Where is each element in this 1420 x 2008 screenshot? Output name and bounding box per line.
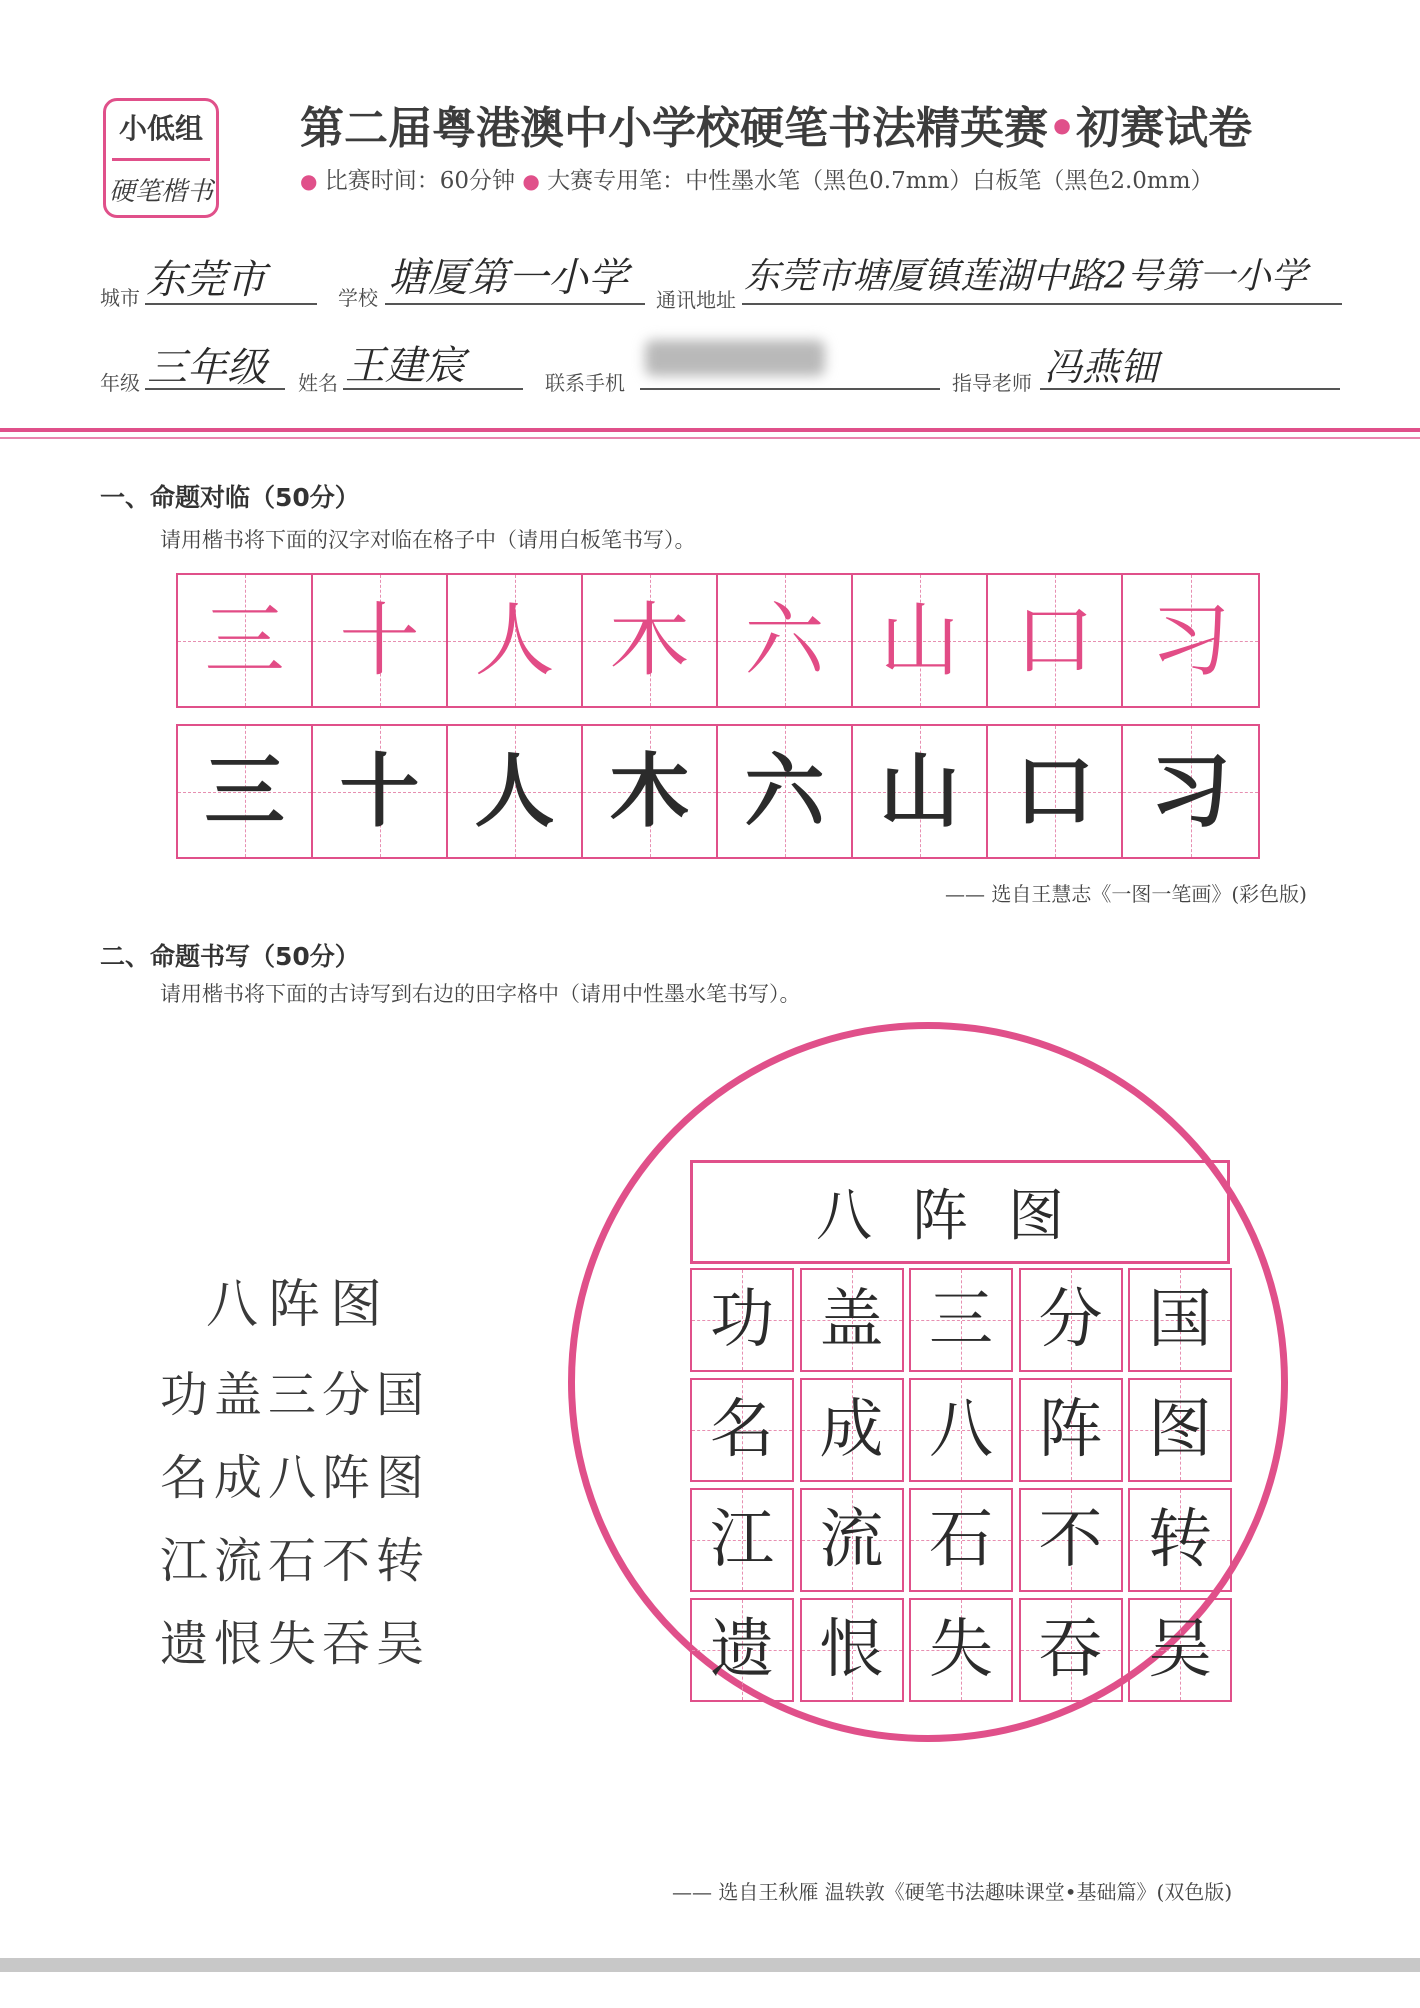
teacher-value[interactable]: 冯燕钿 (1044, 345, 1159, 389)
model-char: 木 (609, 593, 690, 687)
poem-line: 名成八阵图 (160, 1450, 431, 1506)
model-cell (448, 575, 583, 706)
answer-char: 三 (929, 1283, 993, 1357)
name-label: 姓名 (298, 371, 338, 395)
bullet-icon: ● (522, 169, 540, 193)
answer-char: 八 (929, 1393, 993, 1467)
answer-cell[interactable] (1019, 1488, 1123, 1592)
answer-char: 国 (1148, 1283, 1212, 1357)
address-underline (742, 303, 1342, 305)
title-main: 第二届粤港澳中小学校硬笔书法精英赛 (300, 103, 1048, 154)
name-underline (343, 388, 523, 390)
written-title[interactable]: 八阵图 (816, 1184, 1104, 1249)
answer-cell[interactable] (1128, 1598, 1232, 1702)
title-dot: • (1048, 103, 1077, 154)
written-char: 人 (474, 744, 555, 838)
exam-info (300, 162, 1214, 195)
written-cell[interactable] (988, 726, 1123, 857)
poem-text (160, 1356, 430, 1688)
answer-char: 分 (1038, 1283, 1103, 1357)
answer-cell[interactable] (690, 1598, 794, 1702)
written-char: 六 (744, 744, 825, 838)
written-char: 三 (204, 744, 285, 838)
model-char: 十 (339, 593, 420, 687)
answer-cell[interactable] (1128, 1488, 1232, 1592)
school-underline (385, 303, 645, 305)
answer-cell[interactable] (1019, 1378, 1123, 1482)
written-cell[interactable] (583, 726, 718, 857)
model-char-row (176, 573, 1260, 708)
section1-instruction: 请用楷书将下面的汉字对临在格子中（请用白板笔书写）。 (160, 528, 696, 552)
section1-heading: 一、命题对临（50分） (100, 483, 360, 512)
answer-cell[interactable] (1128, 1378, 1232, 1482)
model-char: 三 (204, 593, 285, 687)
city-label: 城市 (100, 286, 140, 310)
answer-char: 成 (819, 1393, 884, 1467)
written-cell[interactable] (448, 726, 583, 857)
answer-cell[interactable] (1019, 1598, 1123, 1702)
time-info: 比赛时间：60分钟 (324, 168, 516, 194)
answer-cell[interactable] (1019, 1268, 1123, 1372)
answer-cell[interactable] (909, 1268, 1013, 1372)
answer-cell[interactable] (690, 1378, 794, 1482)
written-cell[interactable] (718, 726, 853, 857)
group-badge (103, 98, 219, 218)
badge-category: 硬笔楷书 (108, 177, 213, 207)
model-cell (313, 575, 448, 706)
answer-char: 吞 (1038, 1613, 1103, 1687)
answer-cell[interactable] (800, 1598, 904, 1702)
written-cell[interactable] (313, 726, 448, 857)
answer-grid (690, 1268, 1232, 1708)
answer-cell[interactable] (1128, 1268, 1232, 1372)
address-value[interactable]: 东莞市塘厦镇莲湖中路2号第一小学 (744, 256, 1307, 297)
answer-char: 转 (1148, 1503, 1212, 1577)
model-cell (988, 575, 1123, 706)
written-cell[interactable] (178, 726, 313, 857)
answer-char: 功 (710, 1283, 774, 1357)
grade-underline (145, 388, 285, 390)
model-char: 习 (1150, 593, 1231, 687)
answer-char: 不 (1038, 1503, 1103, 1577)
badge-group: 小低组 (118, 112, 203, 145)
answer-char: 盖 (819, 1283, 884, 1357)
school-label: 学校 (338, 286, 378, 310)
answer-cell[interactable] (909, 1598, 1013, 1702)
written-title-box (690, 1160, 1230, 1264)
answer-char: 失 (929, 1613, 993, 1687)
written-char: 木 (609, 744, 690, 838)
answer-cell[interactable] (800, 1378, 904, 1482)
model-cell (853, 575, 988, 706)
model-char: 六 (744, 593, 825, 687)
written-char: 十 (339, 744, 420, 838)
section2-instruction: 请用楷书将下面的古诗写到右边的田字格中（请用中性墨水笔书写）。 (160, 982, 801, 1006)
answer-char: 流 (819, 1503, 884, 1577)
model-char: 人 (474, 593, 555, 687)
answer-char: 吴 (1148, 1613, 1212, 1687)
address-label: 通讯地址 (656, 288, 736, 312)
phone-redacted (645, 340, 825, 376)
teacher-label: 指导老师 (952, 371, 1032, 395)
answer-char: 遗 (710, 1613, 774, 1687)
model-cell (1123, 575, 1258, 706)
answer-char: 图 (1148, 1393, 1212, 1467)
badge-divider (112, 158, 210, 161)
written-cell[interactable] (1123, 726, 1258, 857)
answer-char: 名 (710, 1393, 774, 1467)
written-char: 口 (1014, 744, 1095, 838)
name-value[interactable]: 王建宸 (345, 343, 465, 389)
written-char: 习 (1150, 744, 1231, 838)
phone-label: 联系手机 (545, 371, 625, 395)
written-cell[interactable] (853, 726, 988, 857)
footer-bar (0, 1958, 1420, 1972)
answer-cell[interactable] (800, 1268, 904, 1372)
teacher-underline (1040, 388, 1340, 390)
poem-line: 功盖三分国 (160, 1367, 431, 1423)
school-value[interactable]: 塘厦第一小学 (388, 255, 628, 301)
bullet-icon: ● (300, 169, 318, 193)
answer-cell[interactable] (909, 1378, 1013, 1482)
divider-line (0, 428, 1420, 432)
section2-heading: 二、命题书写（50分） (100, 942, 360, 971)
written-char-row (176, 724, 1260, 859)
poem-title: 八阵图 (206, 1275, 393, 1335)
answer-char: 江 (710, 1503, 774, 1577)
answer-cell[interactable] (909, 1488, 1013, 1592)
city-underline (145, 303, 317, 305)
answer-char: 恨 (819, 1613, 884, 1687)
poem-line: 江流石不转 (160, 1533, 431, 1589)
grade-label: 年级 (100, 371, 140, 395)
grade-value[interactable]: 三年级 (147, 345, 267, 391)
answer-cell[interactable] (690, 1268, 794, 1372)
model-char: 山 (879, 593, 960, 687)
model-cell (583, 575, 718, 706)
model-char: 口 (1014, 593, 1095, 687)
city-value[interactable]: 东莞市 (146, 257, 266, 303)
model-cell (718, 575, 853, 706)
pen-info: 大赛专用笔：中性墨水笔（黑色0.7mm）白板笔（黑色2.0mm） (547, 168, 1214, 194)
divider-line (0, 437, 1420, 439)
written-char: 山 (879, 744, 960, 838)
answer-cell[interactable] (800, 1488, 904, 1592)
poem-line: 遗恨失吞吴 (160, 1616, 431, 1672)
answer-char: 阵 (1038, 1393, 1103, 1467)
answer-char: 石 (929, 1503, 993, 1577)
page-title (300, 92, 1252, 156)
section1-source: —— 选自王慧志《一图一笔画》(彩色版) (945, 882, 1307, 906)
section2-source: —— 选自王秋雁 温轶敦《硬笔书法趣味课堂•基础篇》(双色版) (672, 1880, 1233, 1904)
phone-underline (640, 388, 940, 390)
model-cell (178, 575, 313, 706)
answer-cell[interactable] (690, 1488, 794, 1592)
title-tail: 初赛试卷 (1076, 103, 1253, 154)
